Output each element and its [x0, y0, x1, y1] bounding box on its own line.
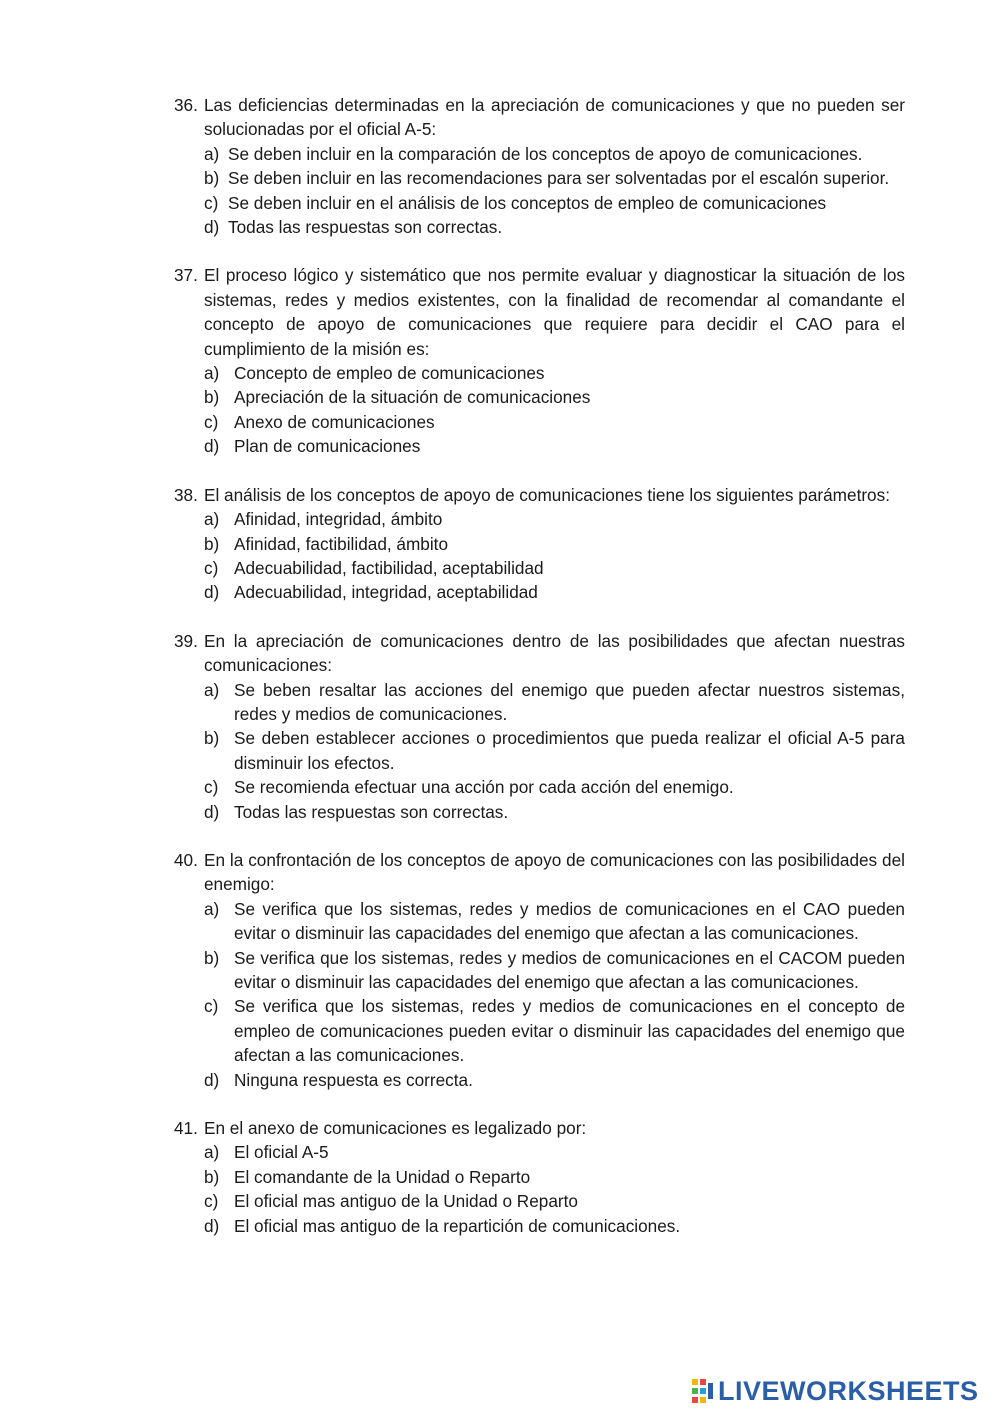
option-d: [174, 580, 905, 604]
option-b: [174, 166, 905, 190]
question-text: En el anexo de comunicaciones es legalizado por:: [204, 1118, 587, 1139]
question-text: Las deficiencias determinadas en la apreciación de comunicaciones y que no pueden ser solucionadas por el oficial A-5:: [204, 95, 905, 140]
option-letter: b): [204, 947, 220, 968]
option-c: [174, 410, 905, 434]
option-c: [174, 775, 905, 799]
option-text: Afinidad, integridad, ámbito: [234, 509, 443, 530]
question-41: [174, 1116, 905, 1238]
question-39: [174, 629, 905, 824]
option-letter: a): [204, 509, 220, 530]
question-stem: [174, 629, 905, 678]
option-letter: a): [204, 1142, 220, 1163]
option-letter: c): [204, 996, 219, 1017]
option-letter: d): [204, 1069, 220, 1090]
question-number: 40.: [174, 849, 198, 870]
question-text: El análisis de los conceptos de apoyo de comunicaciones tiene los siguientes parámetros:: [204, 484, 890, 505]
option-a: [174, 897, 905, 946]
worksheet-content: [174, 93, 905, 1262]
option-text: Se deben establecer acciones o procedimientos que pueda realizar el oficial A-5 para disminuir los efectos.: [234, 728, 905, 773]
option-letter: a): [204, 898, 220, 919]
liveworksheets-logo-icon: [692, 1379, 714, 1403]
question-number: 41.: [174, 1118, 198, 1139]
option-text: Se verifica que los sistemas, redes y medios de comunicaciones en el concepto de empleo de comunicaciones pueden evitar o disminuir las capacidades del enemigo que afectan a las comunicaciones.: [234, 996, 905, 1066]
question-number: 39.: [174, 630, 198, 651]
option-text: Se deben incluir en el análisis de los conceptos de empleo de comunicaciones: [228, 192, 827, 213]
option-text: Apreciación de la situación de comunicaciones: [234, 387, 591, 408]
option-text: Adecuabilidad, factibilidad, aceptabilidad: [234, 557, 544, 578]
option-letter: d): [204, 1215, 220, 1236]
option-text: Se deben incluir en las recomendaciones para ser solventadas por el escalón superior.: [228, 168, 890, 189]
question-38: [174, 483, 905, 605]
option-text: El comandante de la Unidad o Reparto: [234, 1166, 531, 1187]
liveworksheets-logo[interactable]: [692, 1376, 979, 1406]
option-text: Se deben incluir en la comparación de los conceptos de apoyo de comunicaciones.: [228, 143, 863, 164]
option-text: Plan de comunicaciones: [234, 436, 421, 457]
option-a: [174, 507, 905, 531]
option-d: [174, 215, 905, 239]
option-b: [174, 385, 905, 409]
option-b: [174, 946, 905, 995]
option-a: [174, 361, 905, 385]
question-stem: [174, 1116, 905, 1140]
question-stem: [174, 263, 905, 361]
option-letter: a): [204, 363, 220, 384]
question-stem: [174, 93, 905, 142]
option-letter: d): [204, 801, 220, 822]
question-text: En la apreciación de comunicaciones dentro de las posibilidades que afectan nuestras comunicaciones:: [204, 630, 905, 676]
question-text: El proceso lógico y sistemático que nos permite evaluar y diagnosticar la situación de los sistemas, redes y medios existentes, con la finalidad de recomendar al comandante el concepto de apoyo de comunicaciones que requiere para decidir el CAO para el cumplimiento de la misión es:: [204, 265, 905, 359]
option-b: [174, 726, 905, 775]
option-letter: c): [204, 1191, 219, 1212]
option-text: El oficial mas antiguo de la repartición de comunicaciones.: [234, 1215, 681, 1236]
option-text: Se verifica que los sistemas, redes y medios de comunicaciones en el CACOM pueden evitar o disminuir las capacidades del enemigo que afectan a las comunicaciones.: [234, 947, 905, 992]
option-b: [174, 1165, 905, 1189]
option-letter: d): [204, 217, 220, 238]
option-d: [174, 1214, 905, 1238]
option-text: El oficial A-5: [234, 1142, 329, 1163]
question-stem: [174, 483, 905, 507]
option-d: [174, 1068, 905, 1092]
option-letter: b): [204, 387, 220, 408]
question-number: 36.: [174, 95, 198, 115]
option-text: Se recomienda efectuar una acción por cada acción del enemigo.: [234, 777, 734, 798]
option-letter: a): [204, 679, 220, 700]
option-text: Adecuabilidad, integridad, aceptabilidad: [234, 582, 538, 603]
option-a: [174, 1140, 905, 1164]
option-text: Ninguna respuesta es correcta.: [234, 1069, 473, 1090]
option-letter: c): [204, 192, 219, 213]
question-36: [174, 93, 905, 239]
option-letter: b): [204, 728, 220, 749]
option-d: [174, 434, 905, 458]
option-text: Se verifica que los sistemas, redes y medios de comunicaciones en el CAO pueden evitar o disminuir las capacidades del enemigo que afectan a las comunicaciones.: [234, 898, 905, 944]
option-c: [174, 191, 905, 215]
option-letter: d): [204, 582, 220, 603]
option-text: Todas las respuestas son correctas.: [228, 217, 503, 238]
option-text: Todas las respuestas son correctas.: [234, 801, 509, 822]
question-text: En la confrontación de los conceptos de apoyo de comunicaciones con las posibilidades del enemigo:: [204, 849, 905, 895]
option-letter: b): [204, 1166, 220, 1187]
liveworksheets-logo-text: LIVEWORKSHEETS: [718, 1376, 979, 1406]
option-letter: a): [204, 143, 220, 164]
option-letter: c): [204, 777, 219, 798]
option-text: El oficial mas antiguo de la Unidad o Reparto: [234, 1191, 578, 1212]
option-text: Concepto de empleo de comunicaciones: [234, 363, 545, 384]
option-letter: b): [204, 533, 220, 554]
option-text: Afinidad, factibilidad, ámbito: [234, 533, 449, 554]
option-text: Se beben resaltar las acciones del enemigo que pueden afectar nuestros sistemas, redes y medios de comunicaciones.: [234, 679, 905, 724]
question-stem: [174, 848, 905, 897]
option-letter: c): [204, 557, 219, 578]
option-c: [174, 556, 905, 580]
option-c: [174, 994, 905, 1067]
option-c: [174, 1189, 905, 1213]
option-a: [174, 142, 905, 166]
question-37: [174, 263, 905, 458]
question-40: [174, 848, 905, 1092]
option-text: Anexo de comunicaciones: [234, 411, 435, 432]
option-d: [174, 800, 905, 824]
option-a: [174, 678, 905, 727]
option-b: [174, 532, 905, 556]
option-letter: d): [204, 436, 220, 457]
question-number: 38.: [174, 484, 198, 505]
option-letter: c): [204, 411, 219, 432]
option-letter: b): [204, 168, 220, 189]
question-number: 37.: [174, 265, 198, 286]
